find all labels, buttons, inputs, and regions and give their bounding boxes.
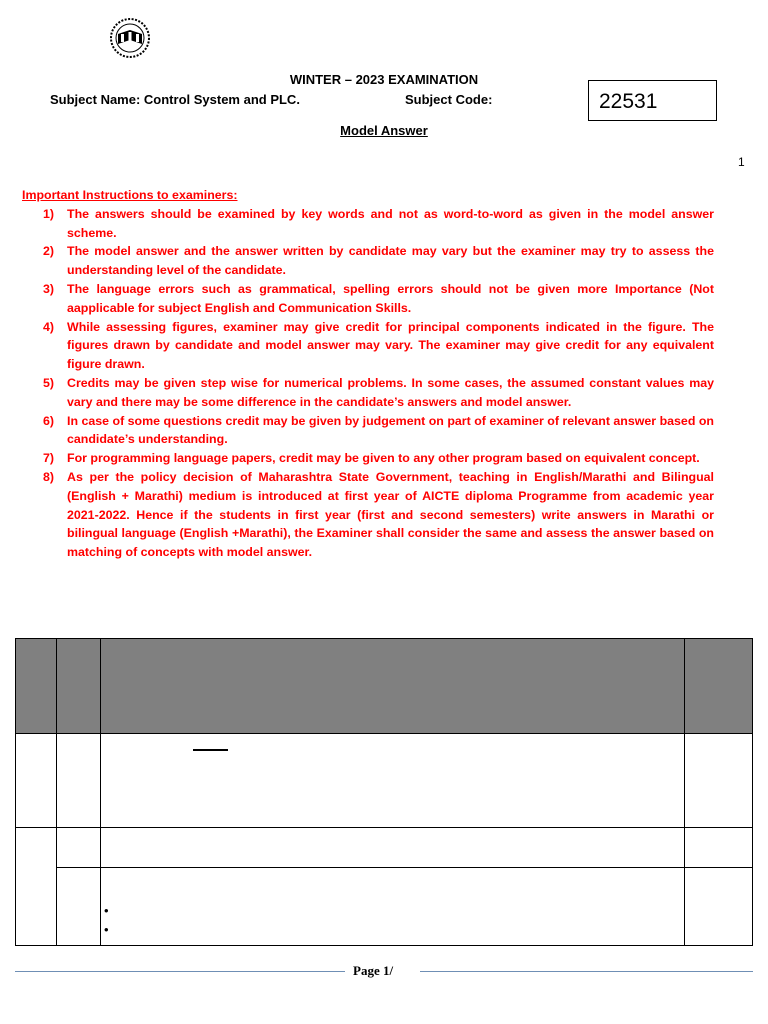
instruction-text: While assessing figures, examiner may give credit for principal components indicated in the figure. The figures drawn by candidate and model answer may vary. The examiner may give credit for any equivalent figure drawn. bbox=[67, 319, 714, 372]
instruction-number: 4) bbox=[43, 319, 55, 334]
instruction-item bbox=[22, 468, 714, 562]
table-cell bbox=[100, 827, 685, 868]
footer-page-label: Page 1/ bbox=[353, 963, 394, 978]
footer-rule-left bbox=[15, 971, 345, 972]
instruction-text: The language errors such as grammatical, spelling errors should not be given more Importance (Not aapplicable for subject English and Communication Skills. bbox=[67, 281, 714, 315]
instruction-item bbox=[22, 242, 714, 280]
instruction-text: The model answer and the answer written by candidate may vary but the examiner may try to assess the understanding level of the candidate. bbox=[67, 244, 714, 278]
table-cell bbox=[100, 867, 685, 946]
exam-title: WINTER – 2023 EXAMINATION bbox=[289, 72, 479, 87]
bullet-point: • bbox=[104, 903, 109, 918]
model-answer-heading: Model Answer bbox=[340, 123, 428, 138]
instruction-item bbox=[22, 412, 714, 450]
instruction-number: 7) bbox=[43, 451, 55, 466]
institution-emblem-icon bbox=[106, 16, 154, 60]
table-header-cell bbox=[100, 638, 685, 734]
table-cell bbox=[56, 733, 101, 828]
table-cell bbox=[56, 827, 101, 868]
table-header-cell bbox=[15, 638, 57, 734]
overline-dash bbox=[193, 749, 228, 751]
instructions-title: Important Instructions to examiners: bbox=[22, 188, 238, 202]
instruction-number: 5) bbox=[43, 375, 55, 390]
table-header-cell bbox=[684, 638, 753, 734]
instruction-text: The answers should be examined by key words and not as word-to-word as given in the model answer scheme. bbox=[67, 206, 714, 240]
instruction-item bbox=[22, 449, 714, 468]
instruction-text: In case of some questions credit may be given by judgement on part of examiner of relevant answer based on candidate’s understanding. bbox=[67, 413, 714, 447]
table-cell bbox=[15, 827, 57, 946]
instruction-number: 8) bbox=[43, 469, 55, 484]
instruction-number: 6) bbox=[43, 413, 55, 428]
page-number: 1 bbox=[738, 155, 745, 169]
instruction-text: For programming language papers, credit may be given to any other program based on equivalent concept. bbox=[67, 451, 700, 466]
footer-rule-right bbox=[420, 971, 753, 972]
instruction-item bbox=[22, 205, 714, 243]
table-cell bbox=[56, 867, 101, 946]
table-cell bbox=[684, 867, 753, 946]
table-header-cell bbox=[56, 638, 101, 734]
table-cell bbox=[100, 733, 685, 828]
examiner-instructions bbox=[22, 186, 714, 562]
instruction-item bbox=[22, 280, 714, 318]
instructions-list bbox=[22, 205, 714, 562]
subject-code-label: Subject Code: bbox=[405, 92, 493, 107]
instruction-text: Credits may be given step wise for numerical problems. In some cases, the assumed constant values may vary and there may be some difference in the candidate’s answers and model answer. bbox=[67, 375, 714, 409]
instruction-number: 1) bbox=[43, 206, 55, 221]
table-cell bbox=[684, 827, 753, 868]
subject-code-box: 22531 bbox=[588, 80, 717, 121]
instruction-number: 3) bbox=[43, 281, 55, 296]
instruction-number: 2) bbox=[43, 244, 55, 259]
table-cell bbox=[684, 733, 753, 828]
instruction-item bbox=[22, 318, 714, 374]
instruction-item bbox=[22, 374, 714, 412]
bullet-point: • bbox=[104, 922, 109, 937]
instruction-text: As per the policy decision of Maharashtra State Government, teaching in English/Marathi and Bilingual (English + Marathi) medium is introduced at first year of AICTE diploma Programme from academic year 2021-2022. Hence if the students in first year (first and second semesters) write answers in Marathi or bilingual language (English +Marathi), the Examiner shall consider the same and assess the answer based on matching of concepts with model answer. bbox=[67, 469, 714, 560]
table-cell bbox=[15, 733, 57, 828]
subject-name: Subject Name: Control System and PLC. bbox=[50, 92, 300, 107]
